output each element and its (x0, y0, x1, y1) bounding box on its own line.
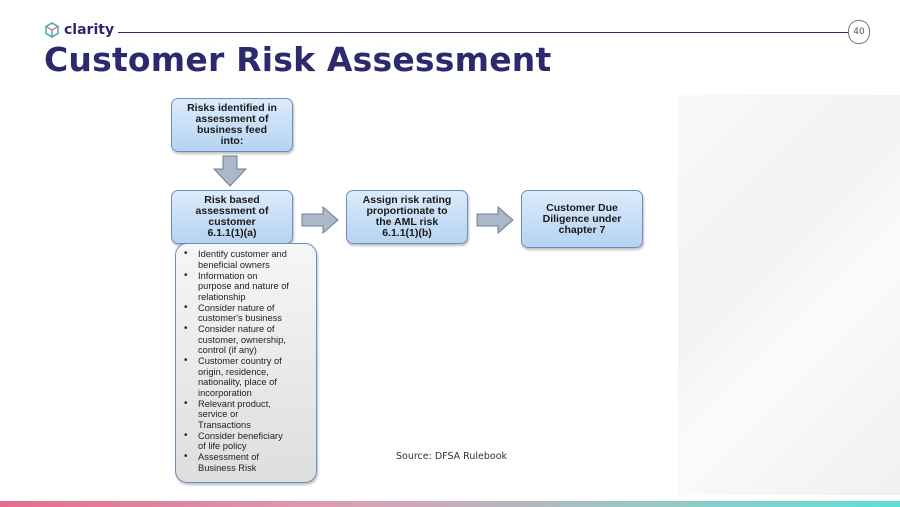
arrow-right-icon (301, 206, 339, 234)
list-item: • Consider beneficiary of life policy (180, 431, 312, 452)
cube-outline-icon (44, 22, 60, 38)
logo-text: clarity (64, 22, 115, 38)
assign-risk-rating-box: Assign risk rating proportionate to the AML risk 6.1.1(1)(b) (346, 190, 468, 244)
background-decoration (660, 95, 900, 495)
page-title: Customer Risk Assessment (44, 40, 552, 79)
arrow-down-icon (213, 155, 247, 187)
list-item: • Identify customer and beneficial owners (180, 249, 312, 270)
page-number: 40 (848, 20, 870, 44)
list-item: • Consider nature of customer's business (180, 303, 312, 324)
header-divider (118, 32, 848, 33)
bottom-gradient-bar (0, 501, 900, 507)
list-item: • Information on purpose and nature of relationship (180, 271, 312, 303)
risk-based-assessment-box: Risk based assessment of customer 6.1.1(1)(a) (171, 190, 293, 244)
list-item: • Relevant product, service or Transactions (180, 399, 312, 431)
assessment-factors-list (175, 243, 317, 483)
risks-identified-box: Risks identified in assessment of business feed into: (171, 98, 293, 152)
list-item: • Customer country of origin, residence, nationality, place of incorporation (180, 356, 312, 398)
brand-logo (44, 22, 114, 38)
risk-assessment-flowchart (163, 95, 678, 495)
list-item: • Consider nature of customer, ownership, control (if any) (180, 324, 312, 356)
source-citation: Source: DFSA Rulebook (396, 451, 508, 462)
list-item: • Assessment of Business Risk (180, 452, 312, 473)
arrow-right-icon (476, 206, 514, 234)
customer-due-diligence-box: Customer Due Diligence under chapter 7 (521, 190, 643, 248)
